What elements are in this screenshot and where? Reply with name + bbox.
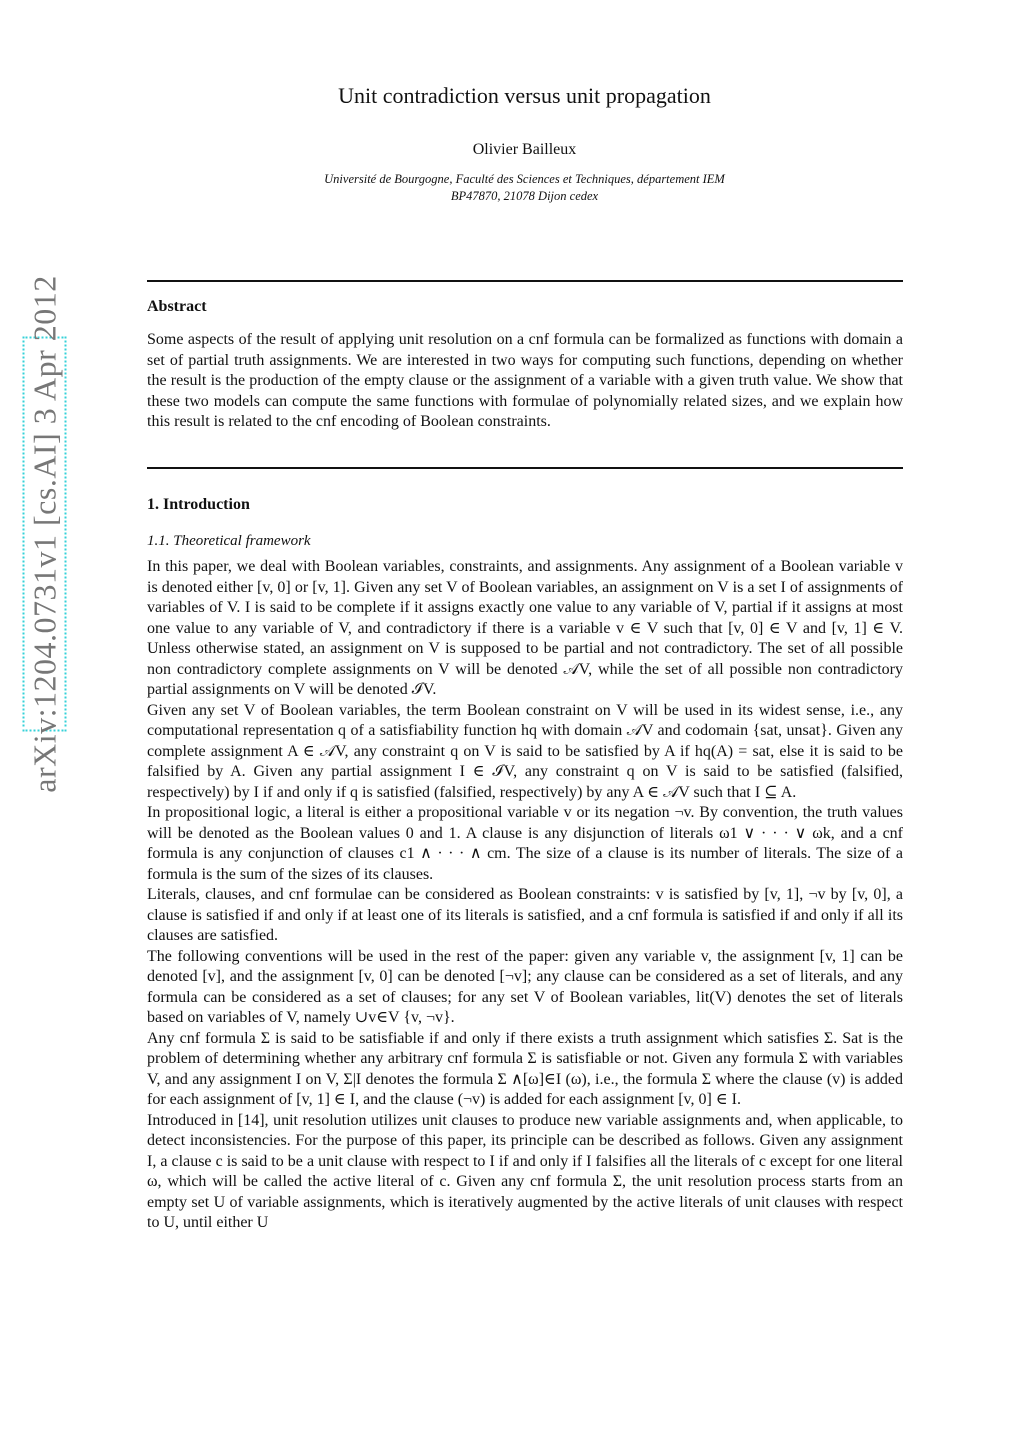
affiliation bbox=[0, 171, 1024, 205]
paragraph: Any cnf formula Σ is said to be satisfiable if and only if there exists a truth assignment which satisfies Σ. Sat is the problem of determining whether any arbitrary cnf formula Σ is satisfiable or not. Given any formula Σ with variables V, and any assignment I on V, Σ|I denotes the formula Σ ∧[ω]∈I (ω), i.e., the formula Σ where the clause (v) is added for each assignment of [v, 1] ∈ I, and the clause (¬v) is added for each assignment [v, 0] ∈ I. bbox=[147, 1029, 903, 1108]
affiliation-line-1: Université de Bourgogne, Faculté des Sciences et Techniques, département IEM bbox=[324, 172, 725, 186]
subsection-heading: 1.1. Theoretical framework bbox=[147, 533, 311, 549]
paragraph: Given any set V of Boolean variables, the term Boolean constraint on V will be used in its widest sense, i.e., any computational representation q of a satisfiability function hq with domain 𝒜V and codomain {sat, unsat}. Given any complete assignment A ∈ 𝒜V, any constraint q on V is said to be satisfied by A if hq(A) = sat, else it is said to be falsified by A. Given any partial assignment I ∈ ℐV, any constraint q on V is said to be satisfied (falsified, respectively) by I if and only if q is satisfied (falsified, respectively) by any A ∈ 𝒜V such that I ⊆ A. bbox=[147, 701, 903, 801]
abstract-top-rule bbox=[147, 280, 903, 282]
paper-title: Unit contradiction versus unit propagation bbox=[338, 83, 711, 108]
paragraph: The following conventions will be used in the rest of the paper: given any variable v, the assignment [v, 1] can be denoted [v], and the assignment [v, 0] can be denoted [¬v]; any clause can be considered as a set of literals, and any formula can be considered as a set of clauses; for any set V of Boolean variables, lit(V) denotes the set of literals based on variables of V, namely ∪v∈V {v, ¬v}. bbox=[147, 947, 903, 1026]
section-body bbox=[147, 557, 903, 1234]
author-name: Olivier Bailleux bbox=[472, 141, 577, 158]
paragraph: In this paper, we deal with Boolean variables, constraints, and assignments. Any assignment of a Boolean variable v is denoted either [v, 0] or [v, 1]. Given any set V of Boolean variables, an assignment on V is a set I of assignments of variables of V. I is said to be complete if it assigns exactly one value to any variable of V, partial if it assigns at most one value to any variable of V, and contradictory if there is a variable v ∈ V such that [v, 0] ∈ V and [v, 1] ∈ V. Unless otherwise stated, an assignment on V is supposed to be partial and not contradictory. The set of all possible non contradictory complete assignments on V will be denoted 𝒜V, while the set of all possible non contradictory partial assignments on V will be denoted ℐV. bbox=[147, 558, 904, 698]
paragraph: In propositional logic, a literal is either a propositional variable v or its negation ¬v. By convention, the truth values will be denoted as the Boolean values 0 and 1. A clause is any disjunction of literals ω1 ∨ · · · ∨ ωk, and a cnf formula is any conjunction of clauses c1 ∧ · · · ∧ cm. The size of a clause is its number of literals. The size of a formula is the sum of the sizes of its clauses. bbox=[147, 804, 903, 883]
arxiv-stamp: arXiv:1204.0731v1 [cs.AI] 3 Apr 2012 bbox=[23, 337, 67, 732]
paragraph: Literals, clauses, and cnf formulae can be considered as Boolean constraints: v is satisfied by [v, 1], ¬v by [v, 0], a clause is satisfied if and only if at least one of its literals is satisfied, and a cnf formula is satisfied if and only if all its clauses are satisfied. bbox=[147, 886, 903, 944]
abstract-text: Some aspects of the result of applying unit resolution on a cnf formula can be formalized as functions with domain a set of partial truth assignments. We are interested in two ways for computing such functions, depending on whether the result is the production of the empty clause or the assignment of a variable with a given truth value. We show that these two models can compute the same functions with formulae of polynomially related sizes, and we explain how this result is related to the cnf encoding of Boolean constraints. bbox=[147, 331, 903, 430]
paragraph: Introduced in [14], unit resolution utilizes unit clauses to produce new variable assignments and, when applicable, to detect inconsistencies. For the purpose of this paper, its principle can be described as follows. Given any assignment I, a clause c is said to be a unit clause with respect to I if and only if I falsifies all the literals of c except for one literal ω, which will be called the active literal of c. Given any cnf formula Σ, the unit resolution process starts from an empty set U of variable assignments, which is iteratively augmented by the active literals of unit clauses with respect to U, until either U bbox=[147, 1111, 903, 1231]
affiliation-line-2: BP47870, 21078 Dijon cedex bbox=[450, 189, 599, 203]
abstract-heading: Abstract bbox=[147, 298, 207, 315]
section-heading: 1. Introduction bbox=[147, 496, 250, 513]
abstract-bottom-rule bbox=[147, 467, 903, 469]
